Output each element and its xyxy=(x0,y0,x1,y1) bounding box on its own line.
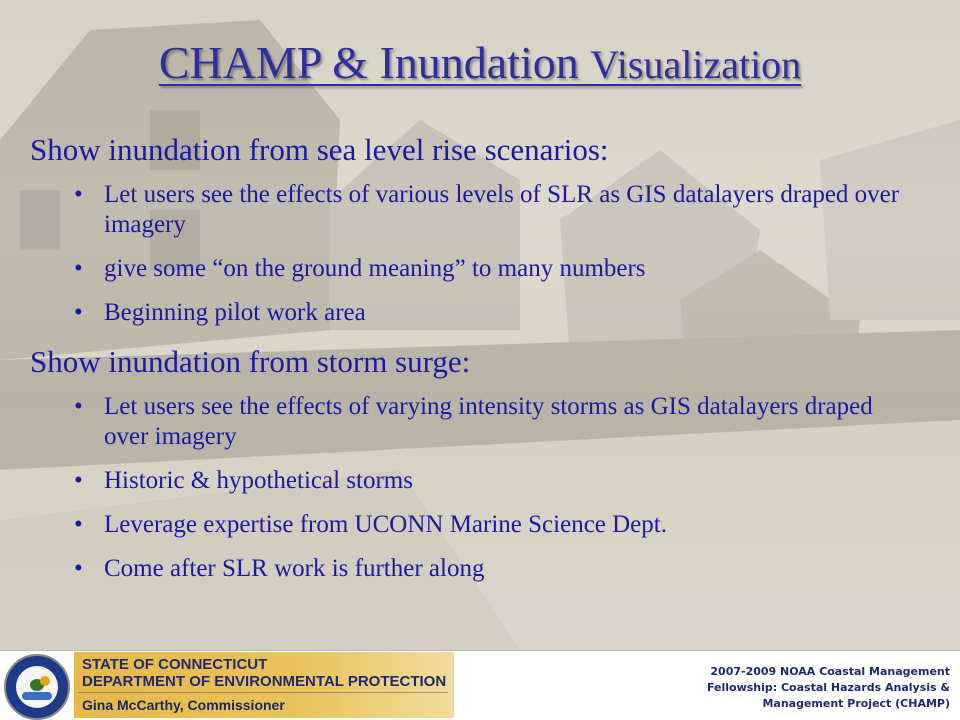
bullet-text: Historic & hypothetical storms xyxy=(104,467,413,494)
slide-title-tail: Visualization xyxy=(590,42,802,87)
slide-content xyxy=(30,130,910,598)
bullet-item xyxy=(30,298,910,328)
bullet-list-storm-surge xyxy=(30,392,910,584)
fellowship-line: Management Project (CHAMP) xyxy=(762,697,950,710)
agency-state-label: STATE OF CONNECTICUT xyxy=(82,656,268,673)
bullet-text: Come after SLR work is further along xyxy=(104,555,485,582)
commissioner-label: Gina McCarthy, Commissioner xyxy=(82,697,285,713)
section-heading-slr: Show inundation from sea level rise scenarios: xyxy=(30,132,609,167)
bullet-dot-icon: • xyxy=(74,555,83,582)
bullet-item xyxy=(30,180,910,240)
section-heading-storm-surge: Show inundation from storm surge: xyxy=(30,344,471,379)
bullet-item xyxy=(30,466,910,496)
bullet-item xyxy=(30,554,910,584)
bullet-text: give some “on the ground meaning” to many numbers xyxy=(104,255,646,282)
bullet-text: Let users see the effects of various levels of SLR as GIS datalayers draped over imagery xyxy=(104,181,900,238)
slide-title xyxy=(0,36,960,89)
fellowship-line: 2007-2009 NOAA Coastal Management xyxy=(710,665,950,678)
ct-dep-seal-icon xyxy=(4,654,70,720)
bullet-item xyxy=(30,392,910,452)
bullet-dot-icon: • xyxy=(74,181,83,208)
bullet-dot-icon: • xyxy=(74,467,83,494)
slide-title-main: CHAMP & Inundation xyxy=(158,37,579,88)
bullet-text: Beginning pilot work area xyxy=(104,299,366,326)
sun-icon xyxy=(40,676,50,686)
bullet-list-slr xyxy=(30,180,910,328)
bullet-item xyxy=(30,254,910,284)
agency-department-label: DEPARTMENT OF ENVIRONMENTAL PROTECTION xyxy=(82,673,447,690)
bullet-dot-icon: • xyxy=(74,511,83,538)
bullet-dot-icon: • xyxy=(74,393,83,420)
bullet-text: Leverage expertise from UCONN Marine Science Dept. xyxy=(104,511,667,538)
bullet-dot-icon: • xyxy=(74,299,83,326)
fellowship-credit xyxy=(620,664,950,712)
bullet-dot-icon: • xyxy=(74,255,83,282)
fellowship-line: Fellowship: Coastal Hazards Analysis & xyxy=(706,681,950,694)
water-icon xyxy=(22,692,52,700)
agency-divider xyxy=(78,692,448,693)
bullet-item xyxy=(30,510,910,540)
bullet-text: Let users see the effects of varying intensity storms as GIS datalayers draped over imagery xyxy=(104,393,873,450)
seal-inner xyxy=(16,666,58,708)
